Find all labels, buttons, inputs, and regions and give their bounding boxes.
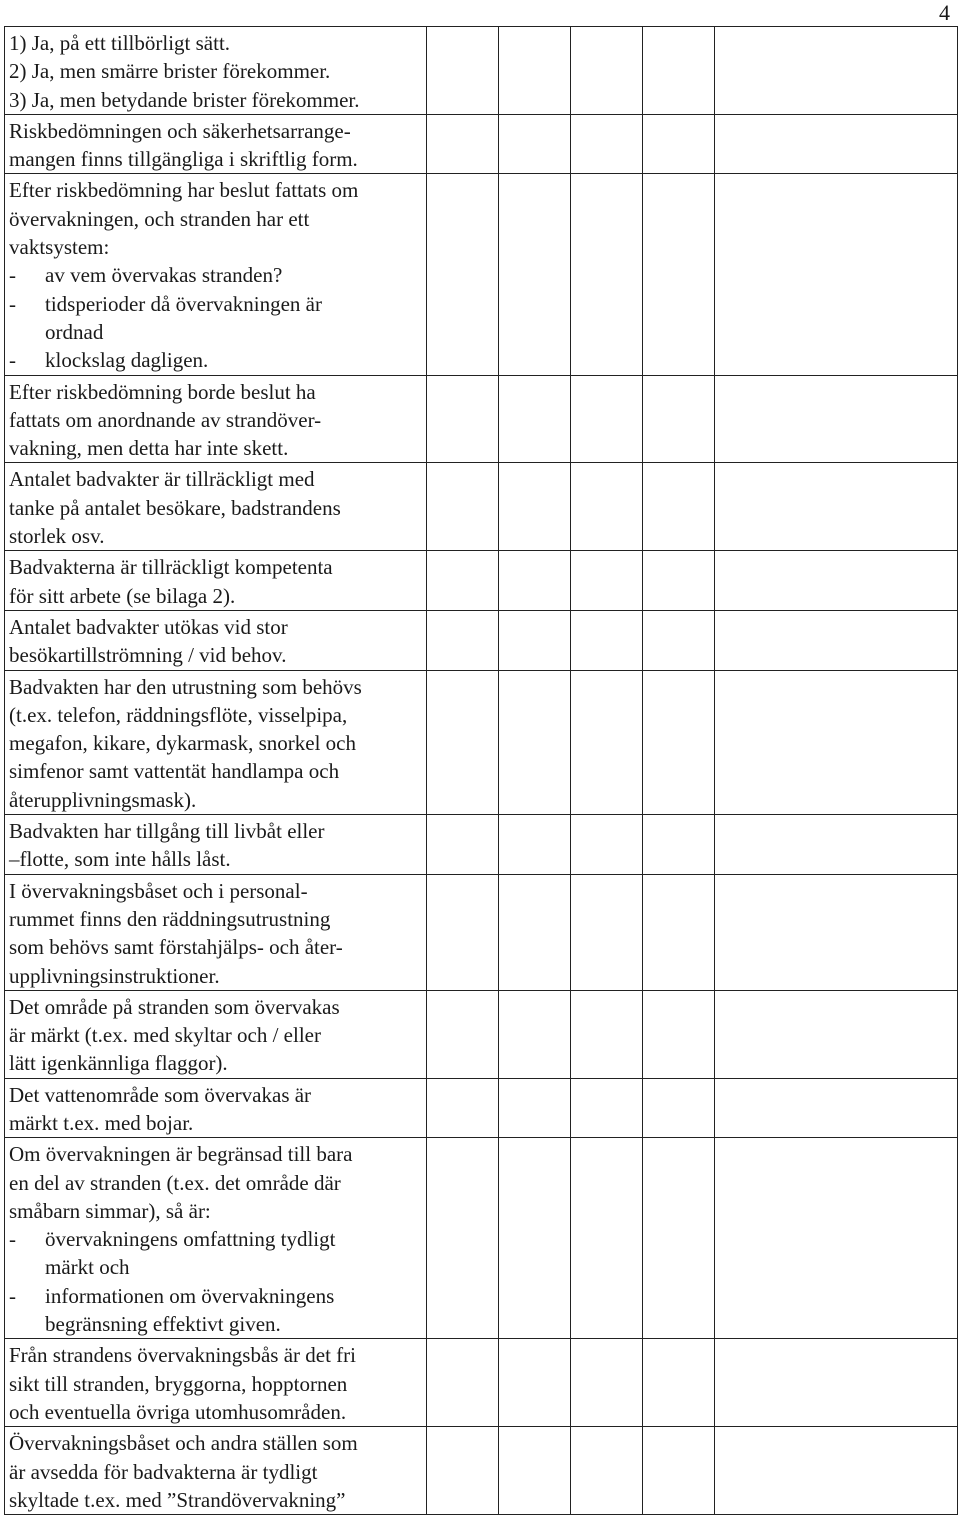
bullet-text: tidsperioder då övervakningen är	[45, 291, 322, 316]
question-text-line: Badvakterna är tillräckligt kompetenta	[9, 555, 333, 580]
question-text-line: och eventuella övriga utomhusområden.	[9, 1399, 347, 1424]
answer-cell[interactable]	[571, 174, 643, 375]
answer-cell[interactable]	[427, 874, 499, 990]
answer-cell[interactable]	[571, 610, 643, 670]
answer-cell[interactable]	[499, 874, 571, 990]
answer-cell[interactable]	[643, 375, 715, 463]
checklist-row	[5, 1339, 958, 1427]
answer-cell[interactable]	[427, 27, 499, 115]
question-text-line: Efter riskbedömning har beslut fattats om	[9, 178, 359, 203]
question-text-line: Övervakningsbåset och andra ställen som	[9, 1431, 358, 1456]
question-cell	[5, 463, 427, 551]
answer-cell[interactable]	[571, 1339, 643, 1427]
question-text-line: 1) Ja, på ett tillbörligt sätt.	[9, 31, 231, 55]
question-text-line: för sitt arbete (se bilaga 2).	[9, 583, 236, 608]
answer-cell[interactable]	[643, 114, 715, 174]
question-text-line: småbarn simmar), så är:	[9, 1198, 211, 1223]
answer-cell[interactable]	[643, 610, 715, 670]
question-text-line: 2) Ja, men smärre brister förekommer.	[9, 59, 331, 84]
answer-cell[interactable]	[571, 815, 643, 875]
answer-cell[interactable]	[499, 670, 571, 814]
question-text-line: (t.ex. telefon, räddningsflöte, visselpipa,	[9, 702, 348, 727]
checklist-row	[5, 1427, 958, 1515]
question-text-line: Om övervakningen är begränsad till bara	[9, 1142, 353, 1167]
question-text-line: fattats om anordnande av strandöver-	[9, 407, 322, 432]
answer-cell[interactable]	[499, 990, 571, 1078]
checklist-row	[5, 990, 958, 1078]
question-text-line: rummet finns den räddningsutrustning	[9, 906, 331, 931]
bullet-dash: -	[9, 263, 16, 288]
answer-cell[interactable]	[499, 114, 571, 174]
question-text-line: besökartillströmning / vid behov.	[9, 643, 287, 668]
question-text-line: Antalet badvakter utökas vid stor	[9, 614, 288, 639]
checklist-row	[5, 114, 958, 174]
answer-cell[interactable]	[571, 990, 643, 1078]
question-text-line: Från strandens övervakningsbås är det fri	[9, 1343, 356, 1368]
question-cell	[5, 27, 427, 115]
answer-cell[interactable]	[571, 874, 643, 990]
bullet-dash: -	[9, 291, 16, 316]
answer-cell[interactable]	[571, 463, 643, 551]
bullet-text: övervakningens omfattning tydligt	[45, 1227, 336, 1252]
question-text-line: megafon, kikare, dykarmask, snorkel och	[9, 731, 356, 756]
question-cell	[5, 874, 427, 990]
comment-cell[interactable]	[715, 815, 958, 875]
question-text-line: övervakningen, och stranden har ett	[9, 206, 310, 231]
answer-cell[interactable]	[643, 27, 715, 115]
question-cell	[5, 375, 427, 463]
question-text-line: Riskbedömningen och säkerhetsarrange-	[9, 118, 351, 143]
question-text-line: är märkt (t.ex. med skyltar och / eller	[9, 1023, 321, 1048]
answer-cell[interactable]	[571, 1427, 643, 1515]
comment-cell[interactable]	[715, 1427, 958, 1515]
checklist-row	[5, 375, 958, 463]
checklist-row	[5, 1078, 958, 1138]
comment-cell[interactable]	[715, 1078, 958, 1138]
bullet-continuation: märkt och	[45, 1255, 130, 1280]
answer-cell[interactable]	[427, 815, 499, 875]
answer-cell[interactable]	[643, 1138, 715, 1339]
answer-cell[interactable]	[499, 551, 571, 611]
answer-cell[interactable]	[499, 815, 571, 875]
answer-cell[interactable]	[571, 551, 643, 611]
answer-cell[interactable]	[499, 1138, 571, 1339]
answer-cell[interactable]	[643, 1339, 715, 1427]
question-cell	[5, 610, 427, 670]
question-cell	[5, 815, 427, 875]
comment-cell[interactable]	[715, 1339, 958, 1427]
comment-cell[interactable]	[715, 375, 958, 463]
question-text-line: sikt till stranden, bryggorna, hopptornen	[9, 1371, 348, 1396]
answer-cell[interactable]	[643, 990, 715, 1078]
question-text-line: Badvakten har den utrustning som behövs	[9, 674, 362, 699]
question-text-line: märkt t.ex. med bojar.	[9, 1110, 194, 1135]
question-text-line: storlek osv.	[9, 524, 105, 549]
bullet-item	[9, 290, 422, 318]
comment-cell[interactable]	[715, 463, 958, 551]
answer-cell[interactable]	[571, 1078, 643, 1138]
question-cell	[5, 551, 427, 611]
answer-cell[interactable]	[427, 174, 499, 375]
question-cell	[5, 670, 427, 814]
question-text-line: Det område på stranden som övervakas	[9, 994, 340, 1019]
answer-cell[interactable]	[427, 1078, 499, 1138]
answer-cell[interactable]	[427, 1138, 499, 1339]
comment-cell[interactable]	[715, 551, 958, 611]
checklist-row	[5, 670, 958, 814]
question-cell	[5, 114, 427, 174]
checklist-row	[5, 463, 958, 551]
comment-cell[interactable]	[715, 27, 958, 115]
checklist-row	[5, 610, 958, 670]
question-cell	[5, 1427, 427, 1515]
bullet-dash: -	[9, 1283, 16, 1308]
answer-cell[interactable]	[643, 551, 715, 611]
question-text-line: I övervakningsbåset och i personal-	[9, 878, 308, 903]
question-text-line: som behövs samt förstahjälps- och åter-	[9, 935, 343, 960]
question-text-line: upplivningsinstruktioner.	[9, 963, 220, 988]
question-text-line: Antalet badvakter är tillräckligt med	[9, 467, 315, 492]
comment-cell[interactable]	[715, 174, 958, 375]
question-text-line: Efter riskbedömning borde beslut ha	[9, 379, 316, 404]
answer-cell[interactable]	[571, 114, 643, 174]
question-text-line: är avsedda för badvakterna är tydligt	[9, 1459, 318, 1484]
question-cell	[5, 1078, 427, 1138]
answer-cell[interactable]	[499, 610, 571, 670]
checklist-table	[4, 26, 958, 1515]
question-text-line: lätt igenkännliga flaggor).	[9, 1051, 228, 1076]
question-text-line: 3) Ja, men betydande brister förekommer.	[9, 87, 360, 112]
answer-cell[interactable]	[427, 463, 499, 551]
checklist-row	[5, 27, 958, 115]
answer-cell[interactable]	[571, 670, 643, 814]
page-number: 4	[939, 0, 950, 25]
comment-cell[interactable]	[715, 114, 958, 174]
bullet-item	[9, 261, 422, 289]
answer-cell[interactable]	[427, 1339, 499, 1427]
question-cell	[5, 1138, 427, 1339]
question-cell	[5, 1339, 427, 1427]
bullet-item	[9, 346, 422, 374]
answer-cell[interactable]	[643, 670, 715, 814]
checklist-row	[5, 551, 958, 611]
question-text-line: skyltade t.ex. med ”Strandövervakning”	[9, 1487, 346, 1512]
comment-cell[interactable]	[715, 1138, 958, 1339]
comment-cell[interactable]	[715, 874, 958, 990]
question-text-line: simfenor samt vattentät handlampa och	[9, 759, 340, 784]
question-text-line: återupplivningsmask).	[9, 787, 197, 812]
answer-cell[interactable]	[427, 1427, 499, 1515]
checklist-row	[5, 815, 958, 875]
comment-cell[interactable]	[715, 610, 958, 670]
question-text-line: mangen finns tillgängliga i skriftlig form.	[9, 147, 358, 172]
bullet-dash: -	[9, 348, 16, 373]
answer-cell[interactable]	[427, 990, 499, 1078]
bullet-text: klockslag dagligen.	[45, 348, 209, 373]
answer-cell[interactable]	[499, 27, 571, 115]
answer-cell[interactable]	[499, 463, 571, 551]
answer-cell[interactable]	[643, 815, 715, 875]
answer-cell[interactable]	[643, 463, 715, 551]
checklist-row	[5, 874, 958, 990]
checklist-row	[5, 174, 958, 375]
answer-cell[interactable]	[427, 610, 499, 670]
answer-cell[interactable]	[427, 670, 499, 814]
question-cell	[5, 990, 427, 1078]
question-text-line: Det vattenområde som övervakas är	[9, 1082, 312, 1107]
bullet-text: informationen om övervakningens	[45, 1283, 335, 1308]
answer-cell[interactable]	[499, 1078, 571, 1138]
answer-cell[interactable]	[571, 375, 643, 463]
bullet-continuation: begränsning effektivt given.	[45, 1312, 281, 1337]
question-text-line: –flotte, som inte hålls låst.	[9, 847, 231, 872]
answer-cell[interactable]	[499, 1427, 571, 1515]
answer-cell[interactable]	[643, 1078, 715, 1138]
answer-cell[interactable]	[571, 1138, 643, 1339]
question-text-line: vaktsystem:	[9, 235, 110, 260]
bullet-continuation: ordnad	[45, 319, 104, 344]
answer-cell[interactable]	[571, 27, 643, 115]
answer-cell[interactable]	[643, 874, 715, 990]
comment-cell[interactable]	[715, 670, 958, 814]
comment-cell[interactable]	[715, 990, 958, 1078]
answer-cell[interactable]	[499, 1339, 571, 1427]
answer-cell[interactable]	[427, 551, 499, 611]
answer-cell[interactable]	[499, 375, 571, 463]
bullet-text: av vem övervakas stranden?	[45, 263, 283, 288]
answer-cell[interactable]	[427, 114, 499, 174]
question-text-line: Badvakten har tillgång till livbåt eller	[9, 819, 325, 844]
answer-cell[interactable]	[643, 174, 715, 375]
question-cell	[5, 174, 427, 375]
bullet-item	[9, 1225, 422, 1253]
question-text-line: en del av stranden (t.ex. det område där	[9, 1170, 341, 1195]
checklist-row	[5, 1138, 958, 1339]
answer-cell[interactable]	[499, 174, 571, 375]
bullet-item	[9, 1282, 422, 1310]
answer-cell[interactable]	[643, 1427, 715, 1515]
answer-cell[interactable]	[427, 375, 499, 463]
question-text-line: vakning, men detta har inte skett.	[9, 436, 289, 461]
question-text-line: tanke på antalet besökare, badstrandens	[9, 495, 341, 520]
bullet-dash: -	[9, 1227, 16, 1252]
